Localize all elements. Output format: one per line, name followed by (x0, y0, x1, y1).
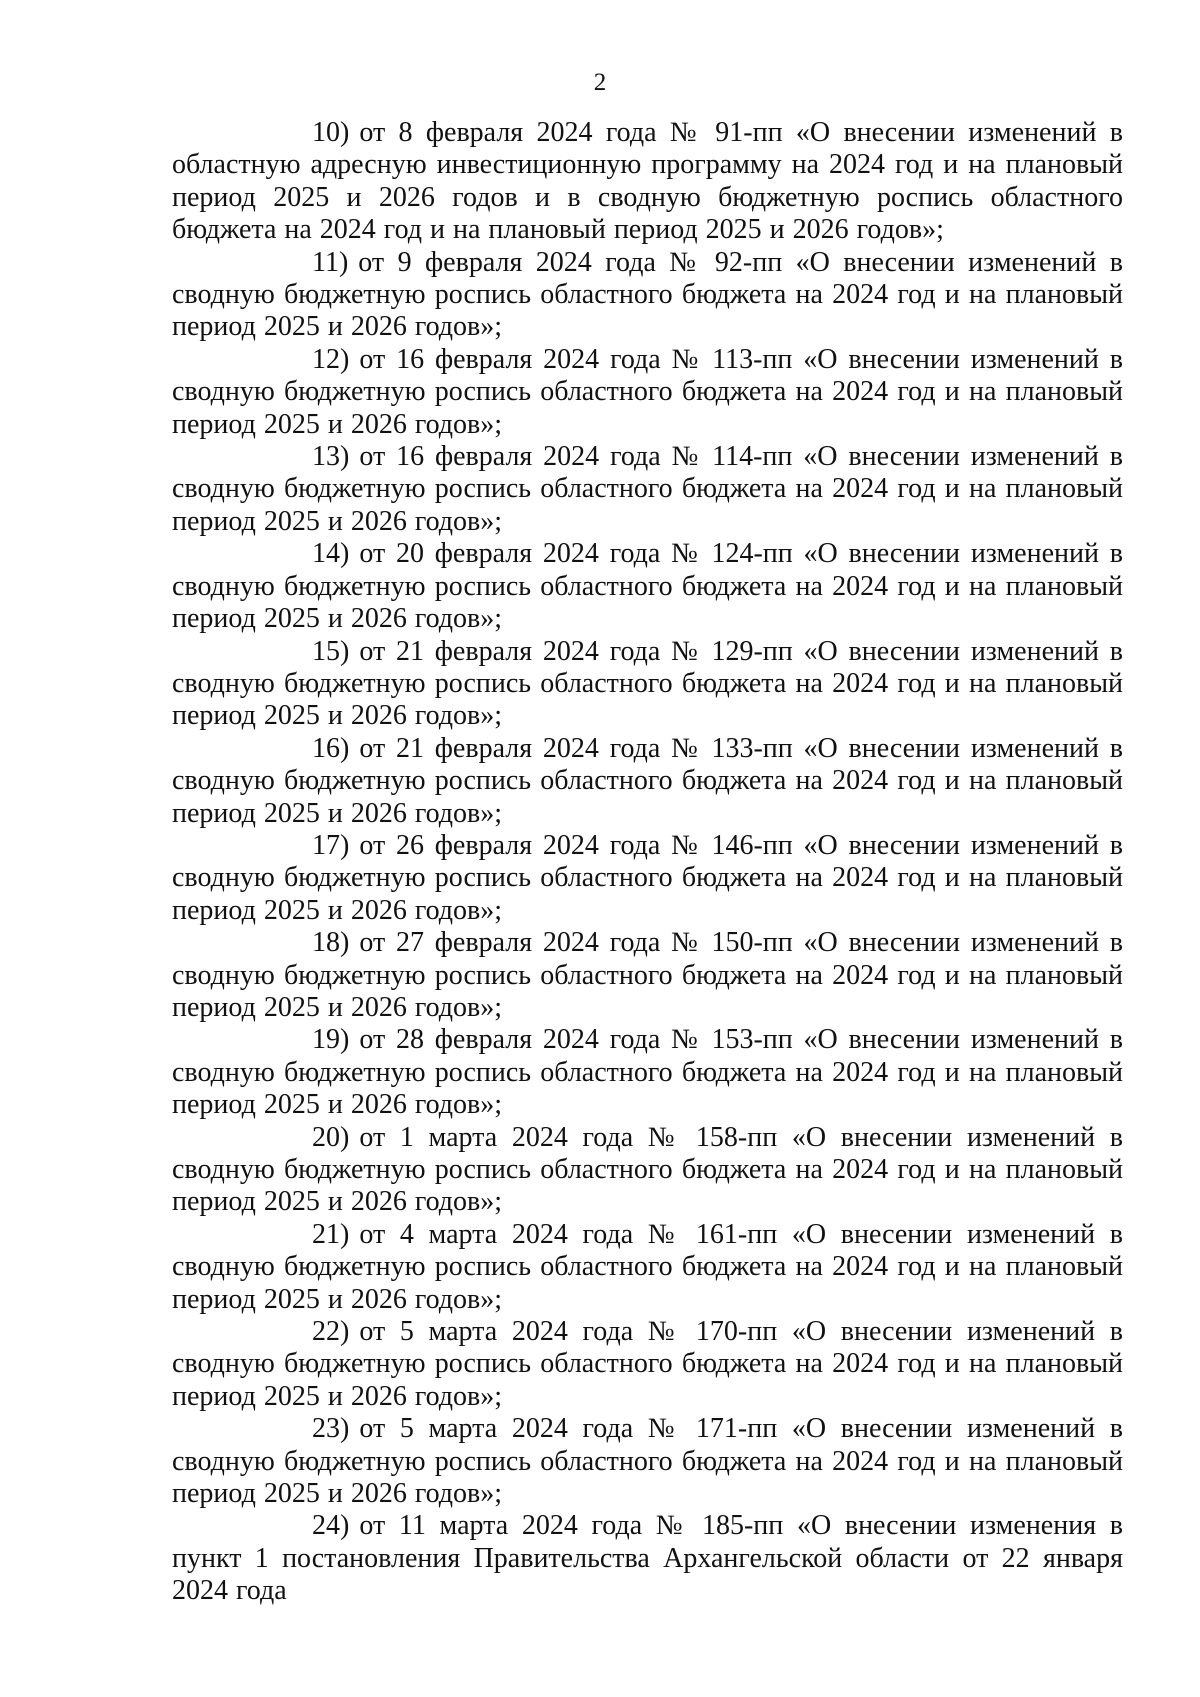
document-body (172, 117, 1123, 1608)
list-item (172, 636, 1123, 733)
list-item-number: 24) (312, 1510, 350, 1542)
list-item-number: 21) (312, 1218, 350, 1250)
list-item (172, 344, 1123, 441)
list-item-text: от 27 февраля 2024 года № 150-пп «О внесении изменений в сводную бюджетную роспись областного бюджета на 2024 год и на плановый период 2025 и 2026 годов»; (172, 927, 1123, 1023)
list-item (172, 441, 1123, 538)
list-item (172, 1024, 1123, 1121)
list-item-text: от 20 февраля 2024 года № 124-пп «О внесении изменений в сводную бюджетную роспись областного бюджета на 2024 год и на плановый период 2025 и 2026 годов»; (172, 538, 1123, 635)
list-item-number: 19) (312, 1024, 350, 1056)
list-item (172, 1122, 1123, 1219)
list-item-number: 22) (312, 1316, 350, 1348)
list-item-number: 11) (312, 246, 349, 278)
list-item-number: 18) (312, 927, 350, 959)
list-item-text: от 4 марта 2024 года № 161-пп «О внесении изменений в сводную бюджетную роспись областного бюджета на 2024 год и на плановый период 2025 и 2026 годов»; (172, 1218, 1123, 1315)
list-item-text: от 11 марта 2024 года № 185-пп «О внесении изменения в пункт 1 постановления Правительства Архангельской области от 22 января 2024 года (172, 1510, 1123, 1607)
list-item-number: 14) (312, 538, 350, 570)
list-item-text: от 16 февраля 2024 года № 113-пп «О внесении изменений в сводную бюджетную роспись областного бюджета на 2024 год и на плановый период 2025 и 2026 годов»; (172, 343, 1123, 440)
list-item-number: 23) (312, 1413, 350, 1445)
list-item (172, 733, 1123, 830)
list-item-text: от 16 февраля 2024 года № 114-пп «О внесении изменений в сводную бюджетную роспись областного бюджета на 2024 год и на плановый период 2025 и 2026 годов»; (172, 441, 1123, 537)
list-item-text: от 21 февраля 2024 года № 129-пп «О внесении изменений в сводную бюджетную роспись областного бюджета на 2024 год и на плановый период 2025 и 2026 годов»; (172, 635, 1123, 732)
list-item-number: 12) (312, 343, 350, 375)
list-item (172, 1413, 1123, 1510)
list-item (172, 830, 1123, 927)
list-item-text: от 8 февраля 2024 года № 91-пп «О внесении изменений в областную адресную инвестиционную программу на 2024 год и на плановый период 2025 и 2026 годов и в сводную бюджетную роспись областного бюджета на 2024 год и на плановый период 2025 и 2026 годов»; (172, 117, 1123, 246)
list-item-text: от 28 февраля 2024 года № 153-пп «О внесении изменений в сводную бюджетную роспись областного бюджета на 2024 год и на плановый период 2025 и 2026 годов»; (172, 1024, 1123, 1121)
list-item (172, 538, 1123, 635)
list-item-text: от 1 марта 2024 года № 158-пп «О внесении изменений в сводную бюджетную роспись областного бюджета на 2024 год и на плановый период 2025 и 2026 годов»; (172, 1121, 1123, 1218)
list-item-text: от 26 февраля 2024 года № 146-пп «О внесении изменений в сводную бюджетную роспись областного бюджета на 2024 год и на плановый период 2025 и 2026 годов»; (172, 829, 1123, 926)
list-item-text: от 5 марта 2024 года № 170-пп «О внесении изменений в сводную бюджетную роспись областного бюджета на 2024 год и на плановый период 2025 и 2026 годов»; (172, 1316, 1123, 1412)
list-item (172, 927, 1123, 1024)
list-item (172, 247, 1123, 344)
list-item-number: 20) (312, 1121, 350, 1153)
list-item-number: 13) (312, 441, 350, 473)
list-item-number: 10) (312, 117, 350, 148)
list-item (172, 1219, 1123, 1316)
list-item (172, 117, 1123, 247)
page-number: 2 (593, 69, 607, 96)
list-item-text: от 21 февраля 2024 года № 133-пп «О внесении изменений в сводную бюджетную роспись областного бюджета на 2024 год и на плановый период 2025 и 2026 годов»; (172, 732, 1123, 829)
list-item-number: 15) (312, 635, 350, 667)
list-item-text: от 9 февраля 2024 года № 92-пп «О внесении изменений в сводную бюджетную роспись областного бюджета на 2024 год и на плановый период 2025 и 2026 годов»; (172, 246, 1123, 343)
list-item (172, 1510, 1123, 1607)
list-item-text: от 5 марта 2024 года № 171-пп «О внесении изменений в сводную бюджетную роспись областного бюджета на 2024 год и на плановый период 2025 и 2026 годов»; (172, 1413, 1123, 1510)
list-item-number: 16) (312, 732, 350, 764)
list-item (172, 1316, 1123, 1413)
list-item-number: 17) (312, 829, 350, 861)
